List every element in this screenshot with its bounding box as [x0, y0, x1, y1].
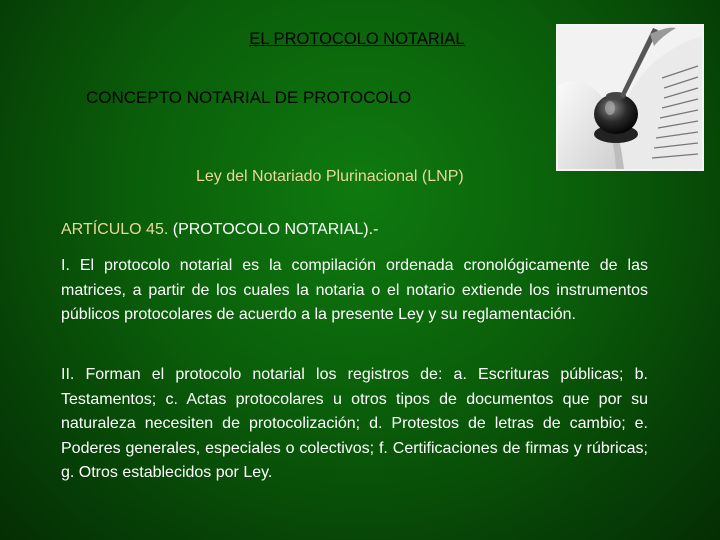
article-heading — [61, 221, 378, 239]
concept-heading: CONCEPTO NOTARIAL DE PROTOCOLO — [86, 88, 412, 107]
paragraph-1: I. El protocolo notarial es la compilación ordenada cronológicamente de las matrices, a partir de los cuales la notaria o el notario extiende los instrumentos públicos protocolares de acuerdo a la presente Ley y su reglamentación. — [61, 257, 648, 323]
article-number: ARTÍCULO 45. — [61, 221, 169, 238]
slide-title: EL PROTOCOLO NOTARIAL — [249, 30, 465, 48]
inkwell-quill-book-icon — [556, 24, 704, 171]
paragraph-2: II. Forman el protocolo notarial los registros de: a. Escrituras públicas; b. Testamentos; c. Actas protocolares u otros tipos de documentos que por su naturaleza necesiten de protocolización; d. Protestos de letras de cambio; e. Poderes generales, especiales o colectivos; f. Certificaciones de firmas y rúbricas; g. Otros establecidos por Ley. — [61, 366, 648, 481]
article-name: (PROTOCOLO NOTARIAL).- — [172, 221, 379, 238]
law-heading: Ley del Notariado Plurinacional (LNP) — [196, 168, 464, 185]
